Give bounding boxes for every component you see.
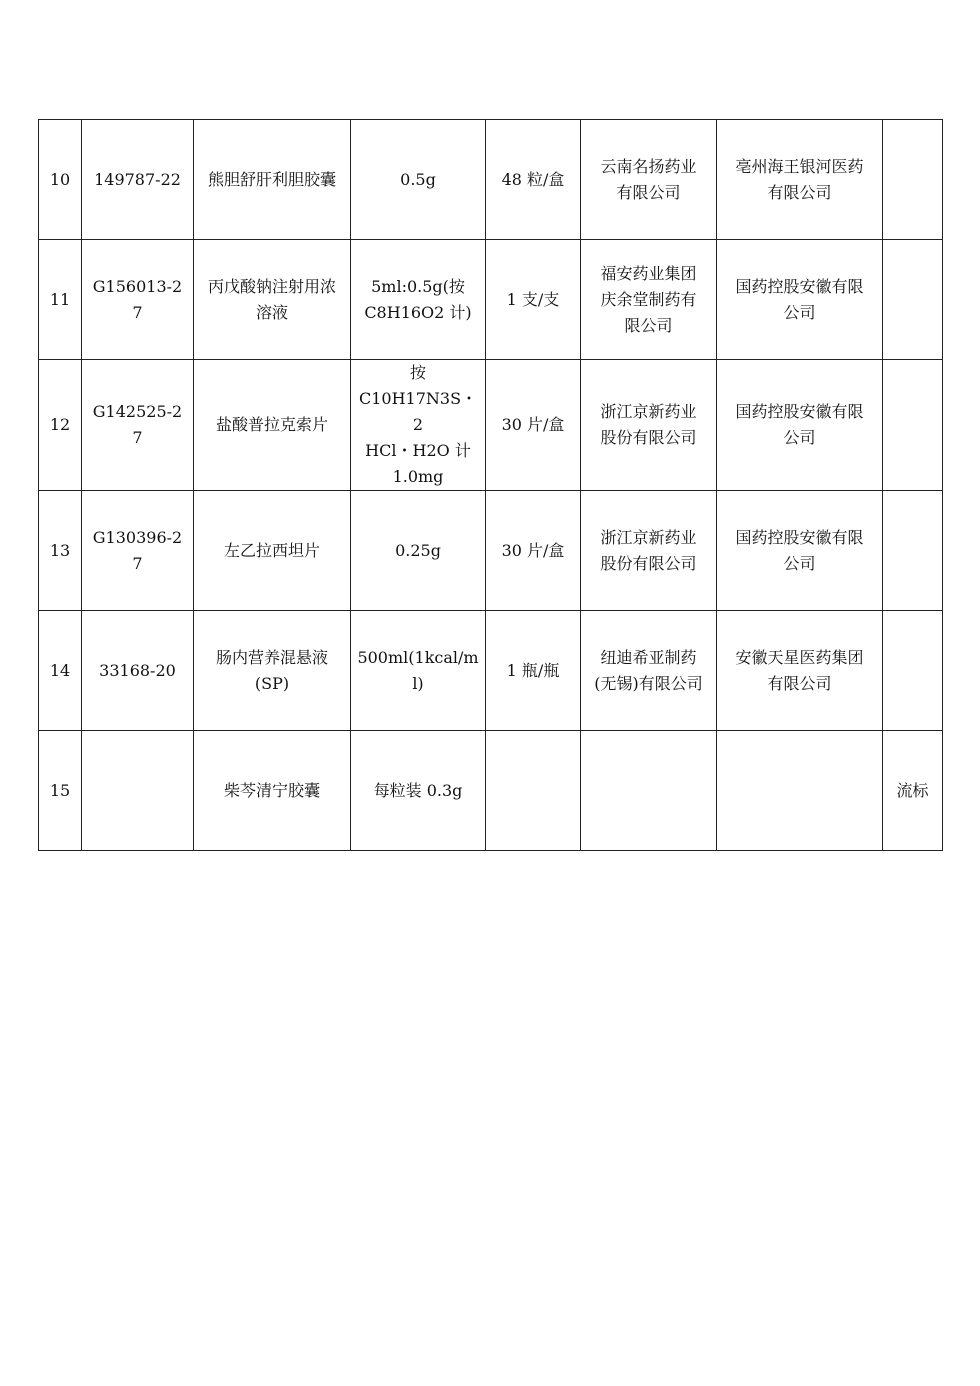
table-row [39, 491, 943, 611]
row-number-cell: 12 [39, 360, 82, 491]
drug-name-cell: 盐酸普拉克索片 [194, 360, 351, 491]
distributor-cell: 国药控股安徽有限 公司 [717, 491, 883, 611]
table-row [39, 240, 943, 360]
row-number-cell: 11 [39, 240, 82, 360]
note-cell [883, 491, 943, 611]
product-code-cell: 33168-20 [82, 611, 194, 731]
packaging-cell [486, 731, 581, 851]
packaging-cell: 30 片/盒 [486, 360, 581, 491]
packaging-cell: 48 粒/盒 [486, 120, 581, 240]
specification-cell: 按 C10H17N3S・2 HCl・H2O 计 1.0mg [351, 360, 486, 491]
table-row [39, 360, 943, 491]
packaging-cell: 1 瓶/瓶 [486, 611, 581, 731]
packaging-cell: 1 支/支 [486, 240, 581, 360]
drug-name-cell: 熊胆舒肝利胆胶囊 [194, 120, 351, 240]
product-code-cell: G156013-27 [82, 240, 194, 360]
product-code-cell [82, 731, 194, 851]
specification-cell: 每粒装 0.3g [351, 731, 486, 851]
row-number-cell: 13 [39, 491, 82, 611]
drug-name-cell: 左乙拉西坦片 [194, 491, 351, 611]
packaging-cell: 30 片/盒 [486, 491, 581, 611]
distributor-cell: 国药控股安徽有限 公司 [717, 240, 883, 360]
specification-cell: 0.5g [351, 120, 486, 240]
specification-cell: 0.25g [351, 491, 486, 611]
manufacturer-cell: 浙江京新药业 股份有限公司 [581, 491, 717, 611]
manufacturer-cell: 云南名扬药业 有限公司 [581, 120, 717, 240]
manufacturer-cell: 福安药业集团 庆余堂制药有 限公司 [581, 240, 717, 360]
distributor-cell: 国药控股安徽有限 公司 [717, 360, 883, 491]
manufacturer-cell: 浙江京新药业 股份有限公司 [581, 360, 717, 491]
table-row [39, 120, 943, 240]
product-code-cell: 149787-22 [82, 120, 194, 240]
note-cell [883, 611, 943, 731]
note-cell [883, 120, 943, 240]
specification-cell: 500ml(1kcal/ml) [351, 611, 486, 731]
manufacturer-cell [581, 731, 717, 851]
distributor-cell: 安徽天星医药集团 有限公司 [717, 611, 883, 731]
row-number-cell: 15 [39, 731, 82, 851]
distributor-cell [717, 731, 883, 851]
drug-name-cell: 肠内营养混悬液 (SP) [194, 611, 351, 731]
drug-list-table [38, 119, 943, 851]
product-code-cell: G142525-27 [82, 360, 194, 491]
drug-name-cell: 柴芩清宁胶囊 [194, 731, 351, 851]
row-number-cell: 14 [39, 611, 82, 731]
table-row [39, 611, 943, 731]
drug-name-cell: 丙戊酸钠注射用浓 溶液 [194, 240, 351, 360]
specification-cell: 5ml:0.5g(按 C8H16O2 计) [351, 240, 486, 360]
distributor-cell: 亳州海王银河医药 有限公司 [717, 120, 883, 240]
note-cell [883, 360, 943, 491]
row-number-cell: 10 [39, 120, 82, 240]
table-row [39, 731, 943, 851]
manufacturer-cell: 纽迪希亚制药 (无锡)有限公司 [581, 611, 717, 731]
note-cell: 流标 [883, 731, 943, 851]
note-cell [883, 240, 943, 360]
product-code-cell: G130396-27 [82, 491, 194, 611]
